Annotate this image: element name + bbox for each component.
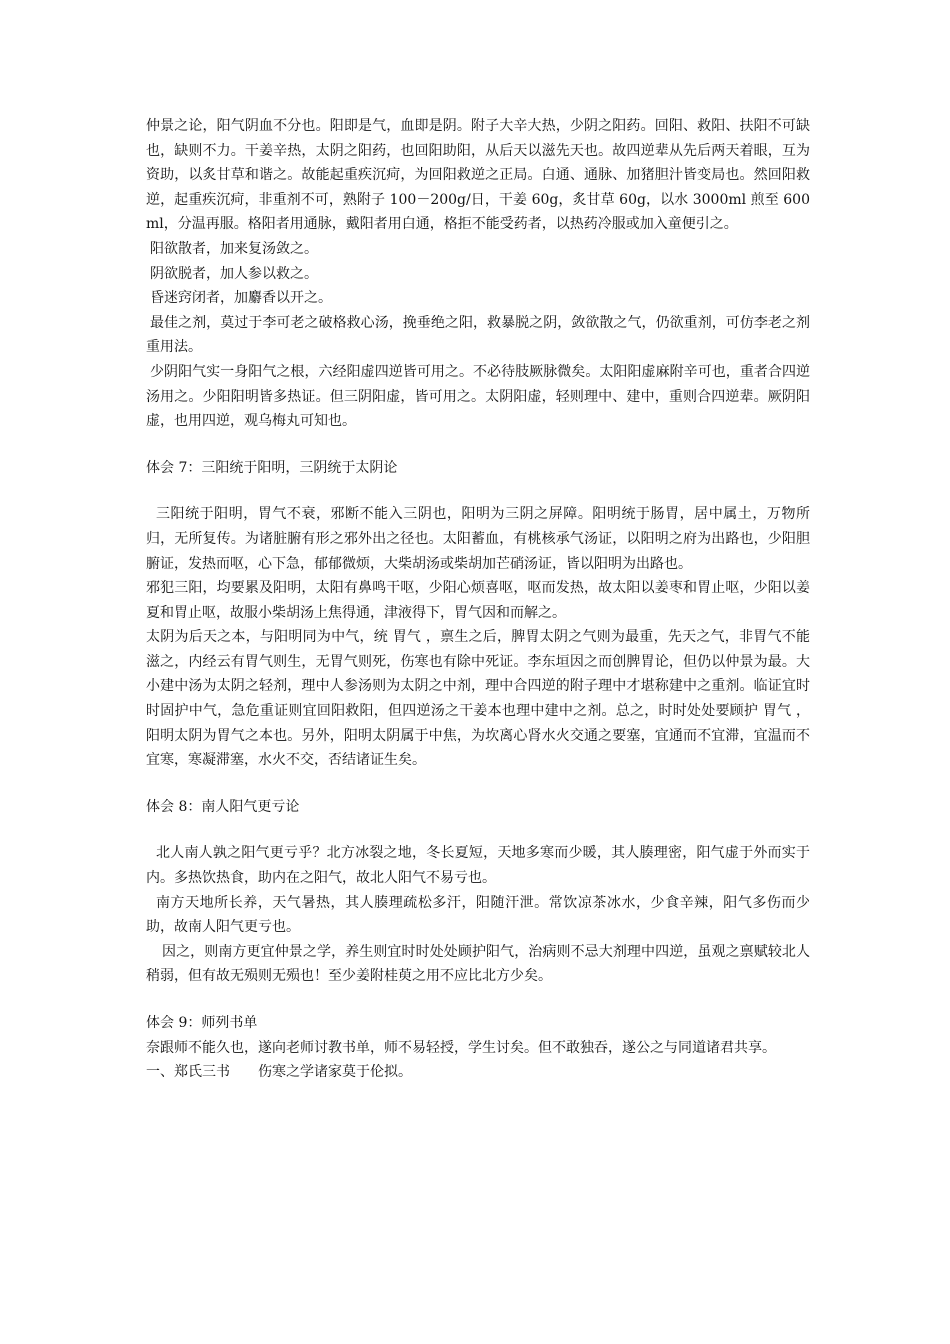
paragraph: 少阴阳气实一身阳气之根，六经阳虚四逆皆可用之。不必待肢厥脉微矣。太阳阳虚麻附辛可也，重者合四逆汤用之。少阳阳明皆多热证。但三阴阳虚，皆可用之。太阴阳虚，轻则理中、建中，重则合四逆辈。厥阴阳虚，也用四逆，观乌梅丸可知也。 [146, 363, 810, 430]
spacer [146, 773, 810, 795]
paragraph: 南方天地所长养，天气暑热，其人腠理疏松多汗，阳随汗泄。常饮凉茶冰水，少食辛辣，阳气多伤而少助，故南人阳气更亏也。 [146, 894, 810, 936]
paragraph: 阴欲脱者，加人参以救之。 [150, 265, 318, 282]
section-heading-8: 体会 8：南人阳气更亏论 [146, 798, 300, 815]
paragraph: 邪犯三阳，均要累及阳明，太阳有鼻鸣干呕，少阳心烦喜呕，呕而发热，故太阳以姜枣和胃止呕，少阳以姜夏和胃止呕，故服小柴胡汤上焦得通，津液得下，胃气因和而解之。 [146, 580, 810, 621]
spacer [146, 819, 810, 841]
spacer [146, 480, 810, 502]
paragraph: 阳欲散者，加来复汤敛之。 [150, 240, 318, 257]
spacer [146, 434, 810, 456]
paragraph: 北人南人孰之阳气更亏乎？北方冰裂之地，冬长夏短，天地多寒而少暖，其人腠理密，阳气虚于外而实于内。多热饮热食，助内在之阳气，故北人阳气不易亏也。 [146, 845, 810, 887]
section-heading-9: 体会 9：师列书单 [146, 1015, 258, 1031]
paragraph: 最佳之剂，莫过于李可老之破格救心汤，挽垂绝之阳，救暴脱之阴，敛欲散之气，仍欲重剂，可仿李老之剂重用法。 [146, 314, 810, 356]
section-heading-7: 体会 7：三阳统于阳明，三阴统于太阴论 [146, 459, 398, 476]
paragraph: 奈跟师不能久也，遂向老师讨教书单，师不易轻授，学生讨矣。但不敢独吞，遂公之与同道诸君共享。 [146, 1039, 776, 1056]
paragraph: 昏迷窍闭者，加麝香以开之。 [150, 290, 332, 307]
list-item: 一、郑氏三书 伤寒之学诸家莫于伦拟。 [146, 1064, 412, 1081]
paragraph: 太阴为后天之本，与阳明同为中气，统 胃气 ，禀生之后，脾胃太阴之气则为最重，先天之气，非胃气不能滋之，内经云有胃气则生，无胃气则死，伤寒也有除中死证。李东垣因之而创脾胃论，但仍以仲景为最。大小建中汤为太阴之轻剂，理中人参汤则为太阴之中剂，理中合四逆的附子理中才堪称建中之重剂。临证宜时时固护中气，急危重证则宜回阳救阳，但四逆汤之干姜本也理中建中之剂。总之，时时处处要顾护 胃气 ，阳明太阴为胃气之本也。另外，阳明太阴属于中焦，为坎离心肾水火交通之要塞，宜通而不宜滞，宜温而不宜寒，寒凝滞塞，水火不交，否结诸证生矣。 [146, 629, 810, 769]
paragraph: 仲景之论，阳气阴血不分也。阳即是气，血即是阴。附子大辛大热，少阴之阳药。回阳、救阳、扶阳不可缺也，缺则不力。干姜辛热，太阴之阳药，也回阳助阳，从后天以滋先天也。故四逆辈从先后两天着眼，互为资助，以炙甘草和谐之。故能起重疾沉疴，为回阳救逆之正局。白通、通脉、加猪胆汁皆变局也。然回阳救逆，起重疾沉疴，非重剂不可，熟附子 100－200g/日，干姜 60g，炙甘草 60g，以水 3000ml 煎至 600ml，分温再服。格阳者用通脉，戴阳者用白通，格拒不能受药者，以热药冷服或加入童便引之。 [146, 118, 810, 233]
document-body [146, 114, 810, 1085]
spacer [146, 989, 810, 1011]
paragraph: 三阳统于阳明，胃气不衰，邪断不能入三阴也，阳明为三阴之屏障。阳明统于肠胃，居中属土，万物所归，无所复传。为诸脏腑有形之邪外出之径也。太阳蓄血，有桃核承气汤证，以阳明之府为出路也，少阳胆腑证，发热而呕，心下急，郁郁微烦，大柴胡汤或柴胡加芒硝汤证，皆以阳明为出路也。 [146, 506, 810, 572]
paragraph: 因之，则南方更宜仲景之学，养生则宜时时处处顾护阳气，治病则不忌大剂理中四逆，虽观之禀赋较北人稍弱，但有故无殒则无殒也！至少姜附桂萸之用不应比北方少矣。 [146, 943, 810, 985]
